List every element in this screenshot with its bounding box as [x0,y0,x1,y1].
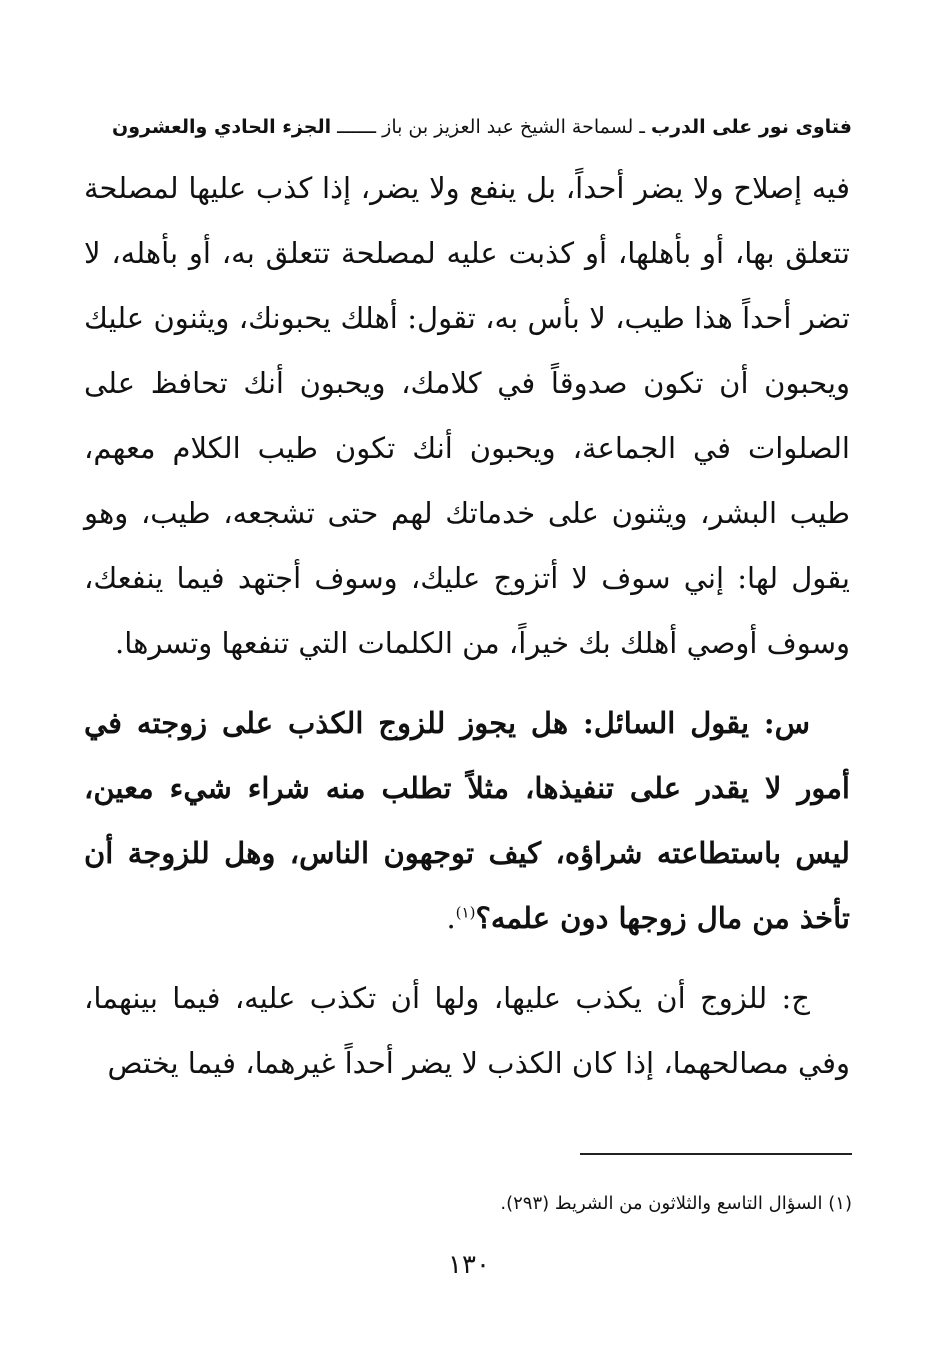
question-period: . [446,901,456,935]
body-text [84,156,850,1096]
paragraph-continuation: فيه إصلاح ولا يضر أحداً، بل ينفع ولا يضر، إذا كذب عليها لمصلحة تتعلق بها، أو بأهلها، أو كذبت عليه لمصلحة تتعلق به، أو بأهله، لا تضر أحداً هذا طيب، لا بأس به، تقول: أهلك يحبونك، ويثنون عليك ويحبون أن تكون صدوقاً في كلامك، ويحبون أنك تحافظ على الصلوات في الجماعة، ويحبون أنك تكون طيب الكلام معهم، طيب البشر، ويثنون على خدماتك لهم حتى تشجعه، طيب، وهو يقول لها: إني سوف لا أتزوج عليك، وسوف أجتهد فيما ينفعك، وسوف أوصي أهلك بك خيراً، من الكلمات التي تنفعها وتسرها. [84,171,850,660]
page-number: ١٣٠ [448,1250,490,1280]
answer-paragraph: ج: للزوج أن يكذب عليها، ولها أن تكذب عليه، فيما بينهما، وفي مصالحهما، إذا كان الكذب لا يضر أحداً غيرهما، فيما يختص [84,981,850,1080]
running-header [84,110,852,144]
footnote-separator [580,1153,852,1155]
header-book-title: فتاوى نور على الدرب [651,116,852,138]
footnote: (١) السؤال التاسع والثلاثون من الشريط (٢٩٣). [500,1193,852,1214]
question-paragraph [84,691,850,951]
header-author: ـ لسماحة الشيخ عبد العزيز بن باز ـــــــ [337,116,645,138]
footnote-reference: (١) [455,903,476,922]
header-volume: الجزء الحادي والعشرون [111,116,332,138]
question-text: س: يقول السائل: هل يجوز للزوج الكذب على زوجته في أمور لا يقدر على تنفيذها، مثلاً تطلب منه شراء شيء معين، ليس باستطاعته شراؤه، كيف توجهون الناس، وهل للزوجة أن تأخذ من مال زوجها دون علمه؟ [84,706,850,935]
